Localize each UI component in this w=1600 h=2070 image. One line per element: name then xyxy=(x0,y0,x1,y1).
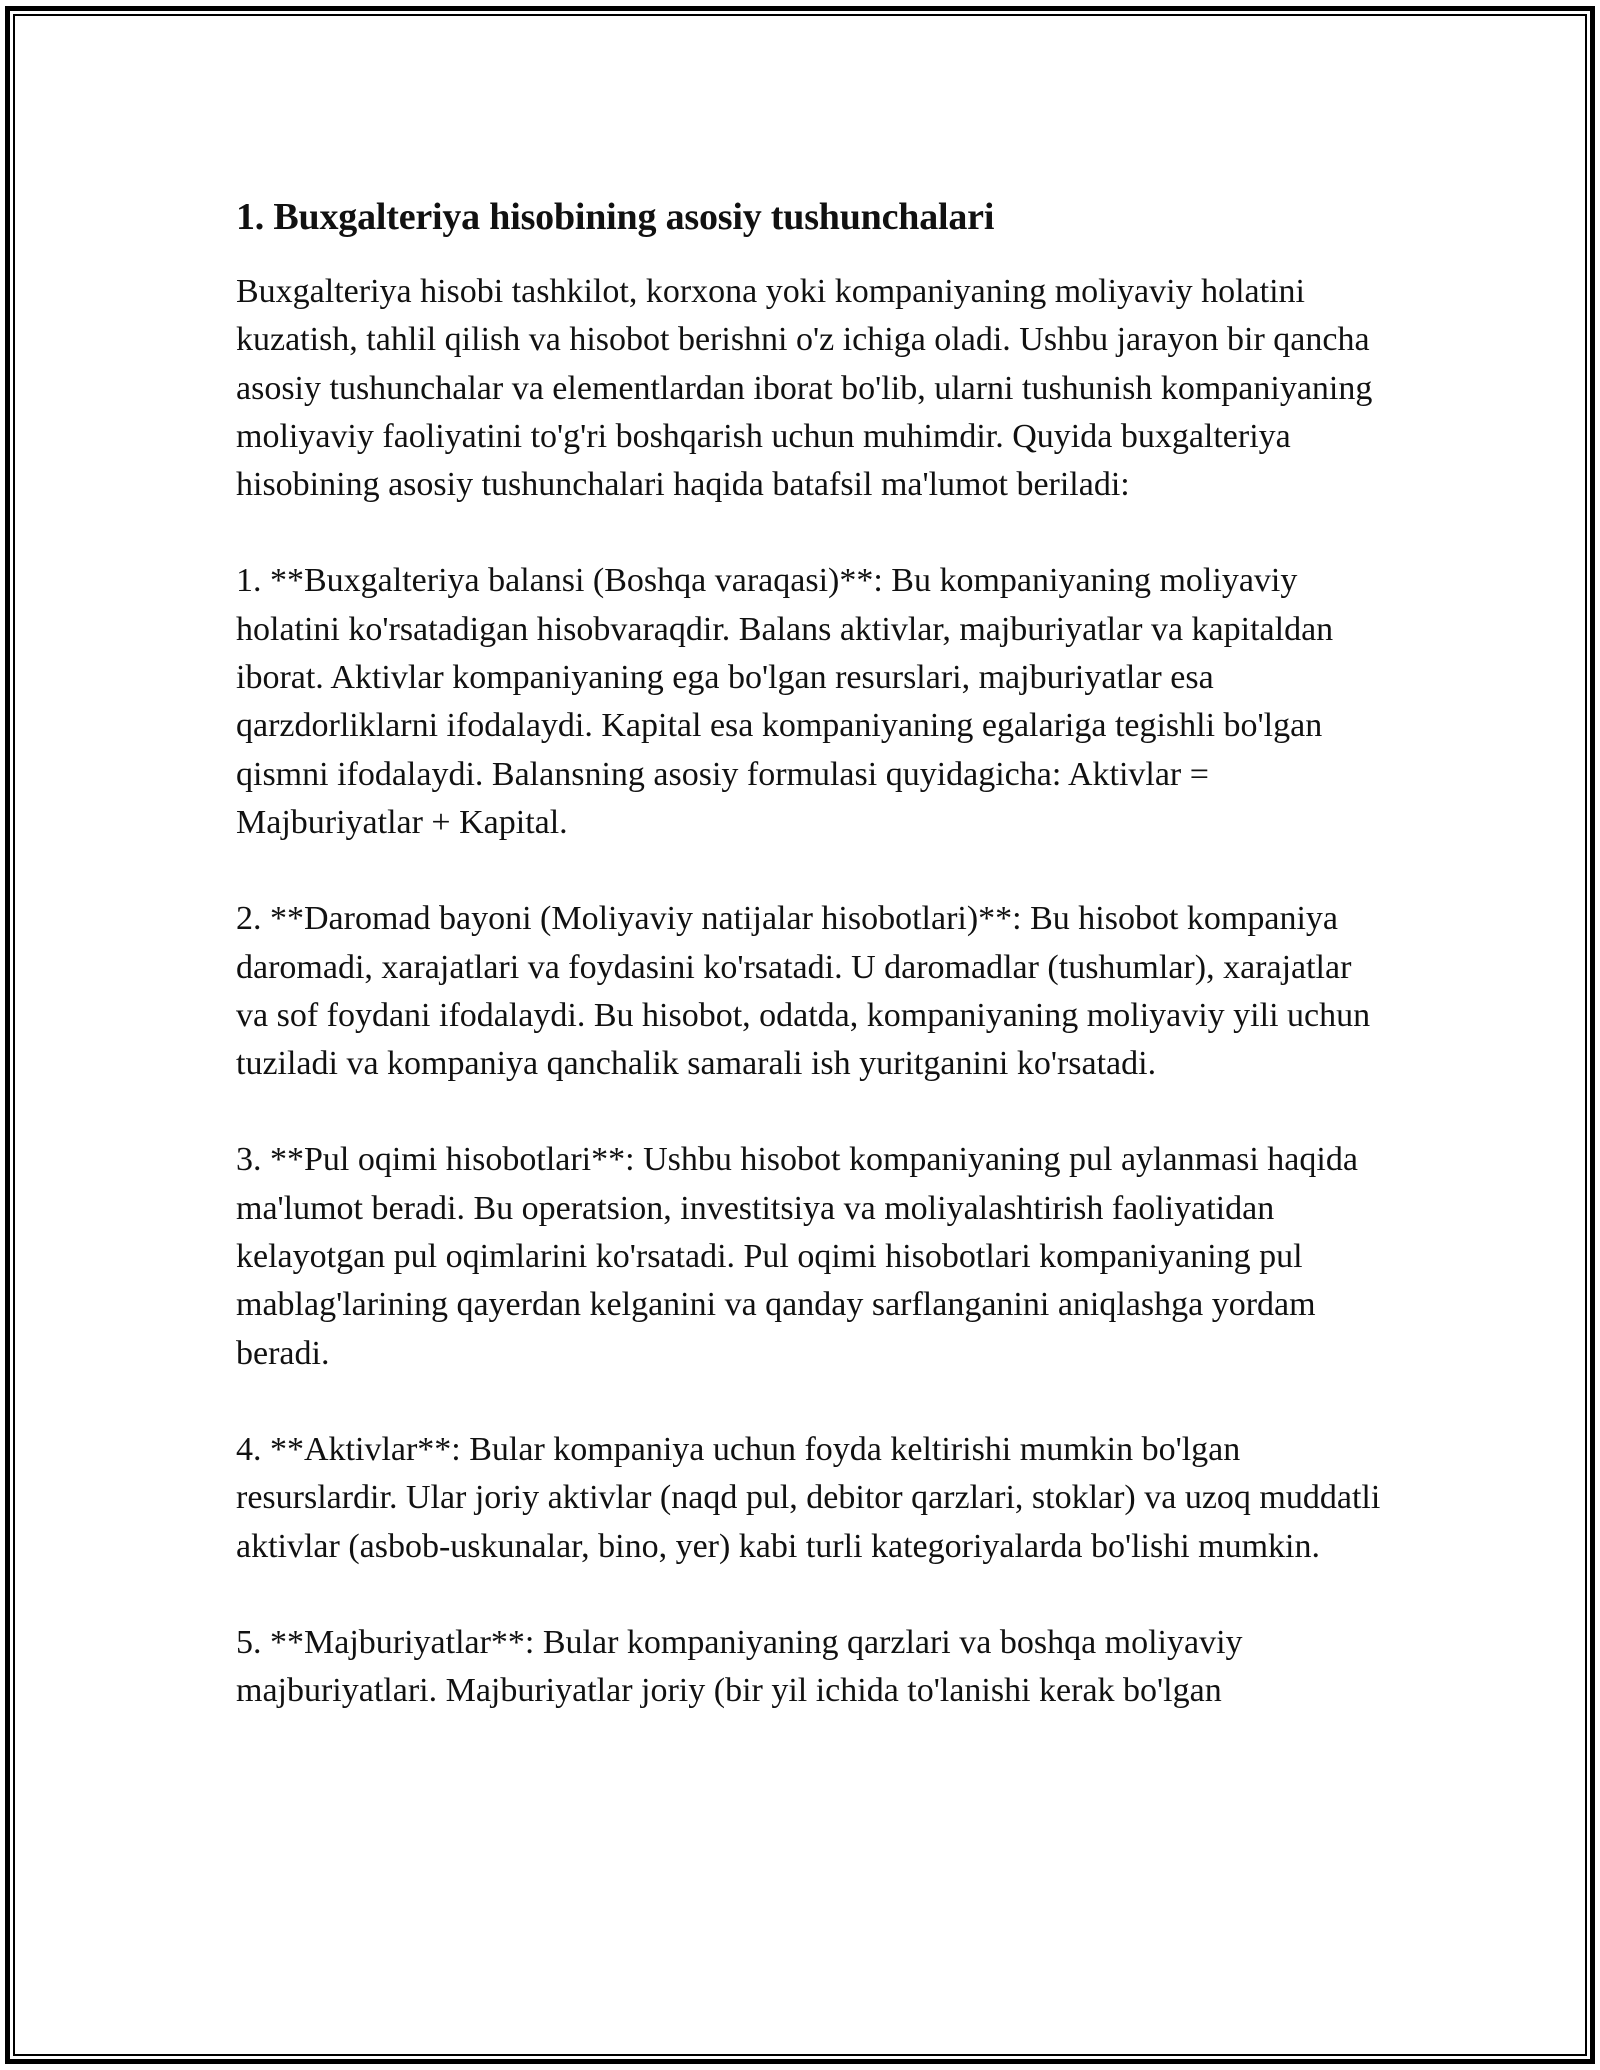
list-item-income-statement: 2. **Daromad bayoni (Moliyaviy natijalar hisobotlari)**: Bu hisobot kompaniya daromadi, xarajatlari va foydasini ko'rsatadi. U daromadlar (tushumlar), xarajatlar va sof foydani ifodalaydi. Bu hisobot, odatda, kompaniyaning moliyaviy yili uchun tuziladi va kompaniya qanchalik samarali ish yuritganini ko'rsatadi. xyxy=(236,900,1371,1083)
document-body xyxy=(236,188,1386,1763)
list-item-assets: 4. **Aktivlar**: Bular kompaniya uchun foyda keltirishi mumkin bo'lgan resurslardir. Ular joriy aktivlar (naqd pul, debitor qarzlari, stoklar) va uzoq muddatli aktivlar (asbob-uskunalar, bino, yer) kabi turli kategoriyalarda bo'lishi mumkin. xyxy=(236,1430,1381,1565)
intro-paragraph: Buxgalteriya hisobi tashkilot, korxona yoki kompaniyaning moliyaviy holatini kuzatish, tahlil qilish va hisobot berishni o'z ichiga oladi. Ushbu jarayon bir qancha asosiy tushunchalar va elementlardan iborat bo'lib, ularni tushunish kompaniyaning moliyaviy faoliyatini to'g'ri boshqarish uchun muhimdir. Quyida buxgalteriya hisobining asosiy tushunchalari haqida batafsil ma'lumot beriladi: xyxy=(236,273,1373,504)
list-item-liabilities: 5. **Majburiyatlar**: Bular kompaniyaning qarzlari va boshqa moliyaviy majburiyatlari. Majburiyatlar joriy (bir yil ichida to'lanishi kerak bo'lgan xyxy=(236,1623,1243,1710)
list-item-cash-flow: 3. **Pul oqimi hisobotlari**: Ushbu hisobot kompaniyaning pul aylanmasi haqida ma'lumot beradi. Bu operatsion, investitsiya va moliyalashtirish faoliyatidan kelayotgan pul oqimlarini ko'rsatadi. Pul oqimi hisobotlari kompaniyaning pul mablag'larining qayerdan kelganini va qanday sarflanganini aniqlashga yordam beradi. xyxy=(236,1141,1358,1372)
document-title: 1. Buxgalteriya hisobining asosiy tushunchalari xyxy=(236,196,995,238)
list-item-balance-sheet: 1. **Buxgalteriya balansi (Boshqa varaqasi)**: Bu kompaniyaning moliyaviy holatini ko'rsatadigan hisobvaraqdir. Balans aktivlar, majburiyatlar va kapitaldan iborat. Aktivlar kompaniyaning ega bo'lgan resurslari, majburiyatlar esa qarzdorliklarni ifodalaydi. Kapital esa kompaniyaning egalariga tegishli bo'lgan qismni ifodalaydi. Balansning asosiy formulasi quyidagicha: Aktivlar = Majburiyatlar + Kapital. xyxy=(236,562,1334,841)
